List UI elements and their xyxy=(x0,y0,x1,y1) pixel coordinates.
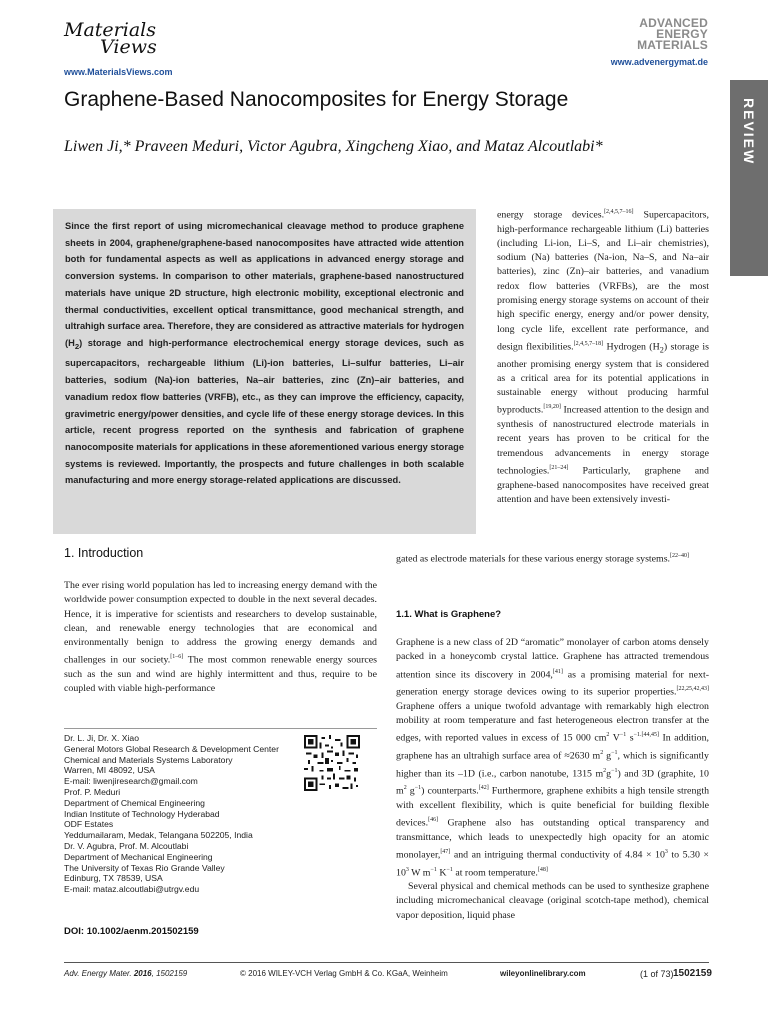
citation[interactable]: [46] xyxy=(428,817,439,824)
affiliation-line: The University of Texas Rio Grande Valley xyxy=(64,862,225,873)
citation[interactable]: [22–40] xyxy=(670,553,690,559)
citation[interactable]: [22,25,42,43] xyxy=(676,686,709,693)
advanced-energy-materials-logo: ADVANCED ENERGY MATERIALS xyxy=(637,16,708,52)
publisher-site[interactable]: wileyonlinelibrary.com xyxy=(500,969,586,978)
paragraph: energy storage devices.[2,4,5,7–16] Supercapacitors, high-performance rechargeable lithium (Li) batteries (including Li-ion, Li–S, and Li–air chemistries), sodium (Na) batteries (Na-ion, Na–S, and Na–air batteries), zinc (Zn)–air batteries, and vanadium redox flow batteries (VRFBs), are the most promising energy storage systems on account of their high specific energy, energy and/or power density, long cycle life, excellent rate performance, and design flexibilities.[2,4,5,7–18] Hydrogen $(H_2)$ storage is another promising energy system that is considered as a critical area for its potential applications in sustainable energy without producing harmful byproducts.[19,20] Increased attention to the design and synthesis of nanostructured electrode materials in recent years has proven to be critical for the tremendous advancements in energy storage technologies.[21–24] Particularly, graphene and graphene-based nanocomposites have received great attention and have been extensively investi- xyxy=(497,209,709,505)
affiliation-line: Prof. P. Meduri xyxy=(64,786,121,797)
right-column-top xyxy=(497,205,709,507)
section-heading-introduction: 1. Introduction xyxy=(64,546,144,560)
affiliations xyxy=(64,733,304,895)
journal-url[interactable]: www.advenergymat.de xyxy=(610,57,708,67)
citation[interactable]: [48] xyxy=(537,866,548,873)
affiliation-line: Yeddumailaram, Medak, Telangana 502205, India xyxy=(64,830,253,841)
section-tab-label: REVIEW xyxy=(741,98,757,166)
affiliation-line: Department of Chemical Engineering xyxy=(64,797,205,808)
citation[interactable]: [42] xyxy=(478,785,489,792)
citation[interactable]: [2,4,5,7–16] xyxy=(604,209,634,215)
doi[interactable]: DOI: 10.1002/aenm.201502159 xyxy=(64,926,199,937)
citation[interactable]: [19,20] xyxy=(543,404,561,411)
article-title: Graphene-Based Nanocomposites for Energy Storage xyxy=(64,88,569,111)
footer-divider xyxy=(64,962,709,963)
affiliation-line: Dr. L. Ji, Dr. X. Xiao xyxy=(64,733,139,743)
paragraph: Graphene is a new class of 2D “aromatic” monolayer of carbon atoms densely packed in a honeycomb crystal lattice. Graphene has attracted tremendous attention since its discovery in 2004,[41] as a promising material for next-generation energy storage devices owing to its superior properties.[22,25,42,43] Graphene offers a unique twofold advantage with remarkably high electron mobility at room temperature and fast heterogeneous electron transfer at the edges, with reported values in excess of 15 000 $cm^2$ $V^{-1}$ $s^{-1.[44,45]}$ In addition, graphene has an ultrahigh surface area of ≈2630 $m^2$ $g^{-1}$, which is significantly higher than its –1D (i.e., carbon nanotube, 1315 $m^2g^{-1}$) and 3D (graphite, 10 $m^2$ $g^{-1}$) counterparts.[42] Furthermore, graphene exhibits a high tensile strength with excellent flexibility, which is quite beneficial for building flexible devices.[46] Graphene also has outstanding optical transparency and transmittance, which leads to unexpectedly high opacity for an atomic monolayer,[47] and an intriguing thermal conductivity of $4.84 \times 10^3$ to $5.30 \times 10^3$ W $m^{-1}$ $K^{-1}$ at room temperature.[48] xyxy=(396,637,710,878)
citation[interactable]: [21–24] xyxy=(549,464,569,471)
affiliation-email[interactable]: E-mail: mataz.alcoutlabi@utrgv.edu xyxy=(64,884,200,895)
left-column-body xyxy=(64,579,377,697)
affiliation-line: Department of Mechanical Engineering xyxy=(64,851,213,862)
affiliation-email[interactable]: E-mail: liwenjiresearch@gmail.com xyxy=(64,776,198,787)
article-number: 1502159 xyxy=(673,968,712,979)
affiliation-line: Warren, MI 48092, USA xyxy=(64,765,155,776)
citation[interactable]: .[44,45] xyxy=(639,732,659,739)
citation[interactable]: [47] xyxy=(440,848,451,855)
citation[interactable]: [1–6] xyxy=(170,654,184,661)
materials-views-logo: Materials Views xyxy=(64,19,157,58)
copyright: © 2016 WILEY-VCH Verlag GmbH & Co. KGaA, Weinheim xyxy=(240,969,448,978)
affiliation-line: ODF Estates xyxy=(64,819,114,830)
abstract-box xyxy=(53,209,476,534)
affiliation-line: Chemical and Materials Systems Laboratory xyxy=(64,754,233,765)
citation[interactable]: [2,4,5,7–18] xyxy=(573,340,604,347)
right-column-body xyxy=(396,636,709,923)
affiliation-line: Indian Institute of Technology Hyderabad xyxy=(64,808,220,819)
right-column-continuation xyxy=(396,549,709,567)
affiliation-line: Edinburg, TX 78539, USA xyxy=(64,873,163,884)
qr-code[interactable] xyxy=(304,735,360,791)
abstract-text: Since the first report of using micromechanical cleavage method to produce graphene sheets in 2004, graphene/graphene-based nanocomposites have attracted wide attention both for fundamental aspects as well as applications in advanced energy storage and conversion systems. In comparison to other materials, graphene-based nanostructured materials have unique 2D structure, high electronic mobility, exceptional electronic and thermal conductivities, excellent optical transmittance, good mechanical strength, and ultrahigh surface area. Therefore, they are considered as attractive materials for hydrogen $(H_2)$ storage and high-performance electrochemical energy storage devices, such as supercapacitors, rechargeable lithium (Li)-ion batteries, Li–sulfur batteries, Li–air batteries, sodium (Na)-ion batteries, Na–air batteries, zinc (Zn)–air batteries, and vanadium redox flow batteries (VRFB), etc., as they can improve the efficiency, capacity, gravimetric energy/power densities, and cycle life of these energy storage devices. In this article, recent progress reported on the synthesis and fabrication of graphene nanocomposite materials for applications in these aforementioned various energy storage systems is reviewed. Importantly, the prospects and future challenges in both scalable manufacturing and more energy storage-related applications are discussed. xyxy=(65,221,464,486)
materials-views-url[interactable]: www.MaterialsViews.com xyxy=(64,67,173,77)
affiliation-line: Dr. V. Agubra, Prof. M. Alcoutlabi xyxy=(64,840,189,851)
section-tab xyxy=(730,80,768,276)
citation[interactable]: [41] xyxy=(552,668,563,675)
paragraph: The ever rising world population has led to increasing energy demand with the worldwide power consumption expected to double in the next several decades. Hence, it is imperative for scientists and researchers to develop sustainable, clean, and renewable energy technologies that are economical and environmentally benign to address the growing energy demands and challenges in our society.[1–6] The most common renewable energy sources such as the sun and wind are highly intermittent and thus, require to be coupled with viable high-performance xyxy=(64,580,377,695)
affiliation-divider xyxy=(64,728,377,729)
page-count: (1 of 73) xyxy=(640,969,674,979)
affiliation-line: General Motors Global Research & Development Center xyxy=(64,743,279,754)
journal-citation: Adv. Energy Mater. 2016, 1502159 xyxy=(64,969,188,978)
author-list: Liwen Ji,* Praveen Meduri, Victor Agubra, Xingcheng Xiao, and Mataz Alcoutlabi* xyxy=(64,138,603,155)
paragraph: gated as electrode materials for these various energy storage systems.[22–40] xyxy=(396,553,690,565)
paragraph: Several physical and chemical methods can be used to synthesize graphene including micromechanical cleavage (original scotch-tape method), chemical vapor deposition, liquid phase xyxy=(396,881,709,921)
subsection-heading-what-is-graphene: 1.1. What is Graphene? xyxy=(396,609,502,620)
